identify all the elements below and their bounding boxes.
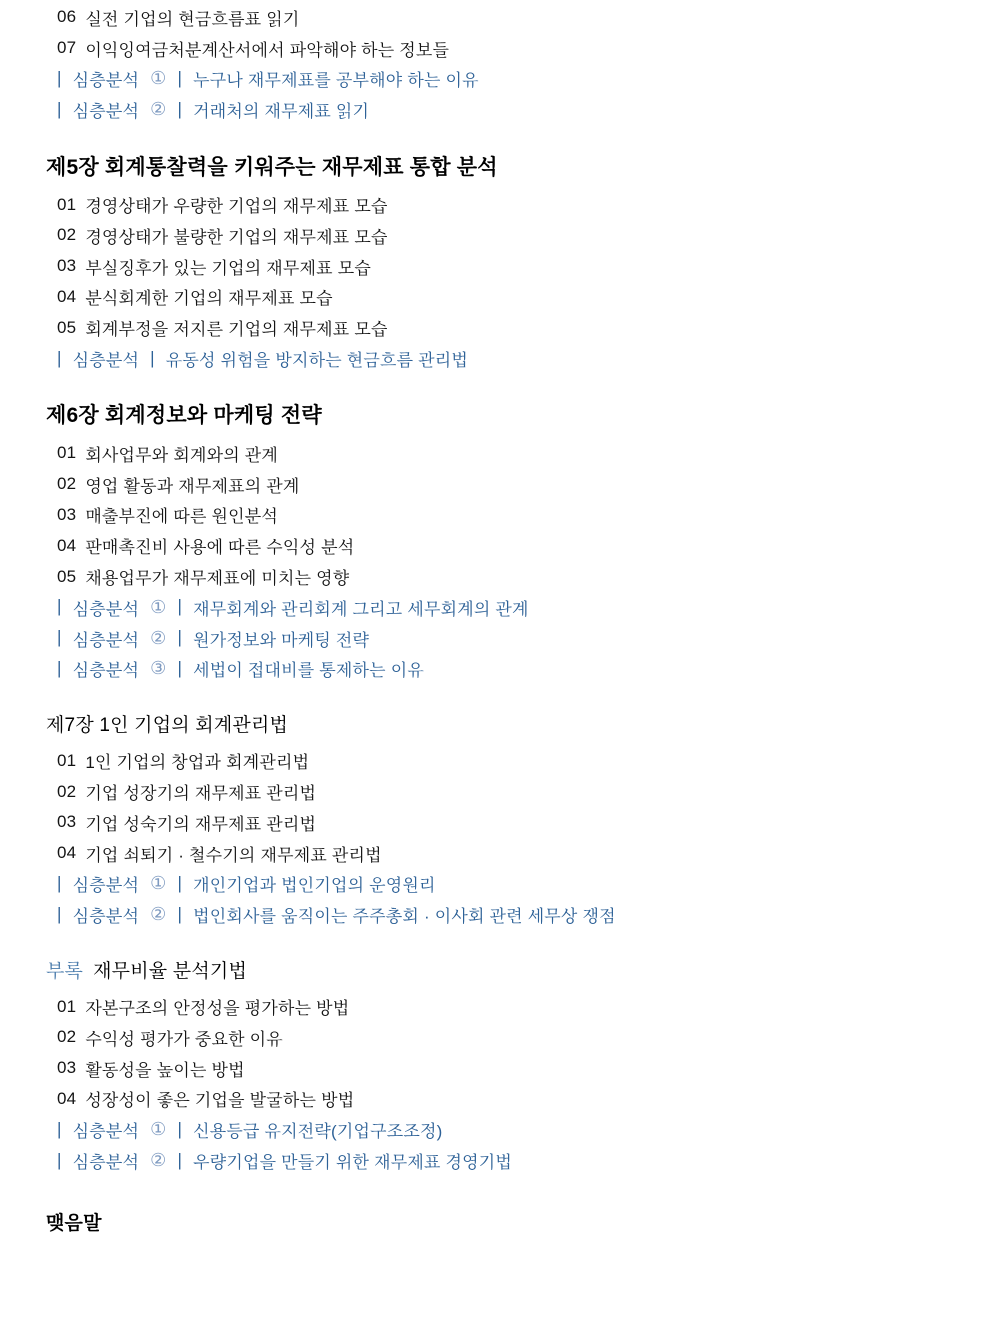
divider-bar: | — [177, 627, 183, 648]
item-number: 04 — [57, 1088, 77, 1108]
item-number: 03 — [57, 1058, 77, 1078]
item-title: 자본구조의 안정성을 평가하는 방법 — [85, 999, 350, 1019]
item-number: 02 — [57, 781, 77, 801]
toc-deep-dive-item — [57, 1114, 972, 1145]
divider-bar: | — [177, 1119, 183, 1140]
divider-bar: | — [177, 99, 183, 120]
item-number: 04 — [57, 535, 77, 555]
toc-item — [57, 1022, 972, 1053]
divider-bar: | — [57, 68, 62, 89]
item-title: 회계부정을 저지른 기업의 재무제표 모습 — [85, 320, 388, 340]
item-title: 판매촉진비 사용에 따른 수익성 분석 — [85, 538, 355, 558]
divider-bar: | — [57, 627, 62, 648]
item-number: 01 — [57, 750, 77, 770]
deep-dive-title: 원가정보와 마케팅 전략 — [193, 630, 370, 650]
deep-dive-label: 심층분석 — [72, 661, 140, 681]
appendix-title: 재무비율 분석기법 — [93, 961, 248, 983]
deep-dive-title: 유동성 위험을 방지하는 현금흐름 관리법 — [165, 351, 469, 371]
circled-number: ① — [150, 596, 167, 617]
item-title: 매출부진에 따른 원인분석 — [85, 507, 279, 527]
toc-section-chapter4-continued — [46, 2, 972, 125]
toc-item — [57, 33, 972, 64]
item-number: 04 — [57, 843, 77, 863]
circled-number: ③ — [150, 658, 167, 679]
divider-bar: | — [177, 1150, 183, 1170]
toc-deep-dive-item — [57, 899, 972, 930]
toc-item — [57, 776, 972, 807]
chapter-heading: 제5장 회계통찰력을 키워주는 재무제표 통합 분석 — [46, 155, 498, 179]
toc-section-chapter5 — [46, 147, 972, 374]
item-number: 01 — [57, 443, 77, 463]
item-number: 01 — [57, 194, 77, 214]
item-title: 분식회계한 기업의 재무제표 모습 — [85, 289, 333, 309]
item-title: 기업 성장기의 재무제표 관리법 — [85, 784, 317, 804]
divider-bar: | — [177, 904, 183, 925]
circled-number: ① — [150, 68, 167, 89]
divider-bar: | — [177, 68, 183, 89]
deep-dive-label: 심층분석 — [72, 351, 140, 371]
deep-dive-title: 우량기업을 만들기 위한 재무제표 경영기법 — [193, 1153, 512, 1172]
toc-section-chapter7 — [46, 706, 972, 930]
item-title: 기업 성숙기의 재무제표 관리법 — [85, 814, 317, 834]
toc-item — [57, 500, 972, 531]
toc-item — [57, 838, 972, 869]
toc-item — [57, 469, 972, 500]
item-title: 1인 기업의 창업과 회계관리법 — [85, 753, 310, 773]
divider-bar: | — [177, 596, 183, 617]
item-number: 03 — [57, 504, 77, 524]
deep-dive-title: 세법이 접대비를 통제하는 이유 — [193, 661, 424, 681]
item-title: 영업 활동과 재무제표의 관계 — [85, 476, 300, 496]
divider-bar: | — [57, 904, 62, 925]
chapter-heading: 제6장 회계정보와 마케팅 전략 — [46, 404, 322, 428]
toc-item — [57, 282, 972, 313]
divider-bar: | — [57, 1150, 62, 1170]
toc-item — [57, 991, 972, 1022]
item-number: 04 — [57, 286, 77, 306]
item-number: 02 — [57, 1027, 77, 1047]
item-title: 수익성 평가가 중요한 이유 — [85, 1029, 283, 1049]
item-title: 실전 기업의 현금흐름표 읽기 — [85, 9, 300, 29]
item-title: 경영상태가 우량한 기업의 재무제표 모습 — [85, 197, 388, 217]
toc-deep-dive-item — [57, 654, 972, 685]
divider-bar: | — [57, 873, 62, 894]
toc-item — [57, 807, 972, 838]
item-number: 03 — [57, 812, 77, 832]
divider-bar: | — [57, 99, 62, 120]
item-number: 03 — [57, 256, 77, 276]
deep-dive-label: 심층분석 — [72, 71, 140, 91]
deep-dive-label: 심층분석 — [72, 630, 140, 650]
deep-dive-label: 심층분석 — [72, 102, 140, 122]
deep-dive-title: 누구나 재무제표를 공부해야 하는 이유 — [193, 71, 479, 91]
deep-dive-label: 심층분석 — [72, 1122, 140, 1142]
toc-section-chapter6 — [46, 396, 972, 684]
divider-bar: | — [177, 873, 183, 894]
toc-deep-dive-item — [57, 343, 972, 374]
toc-deep-dive-item — [57, 592, 972, 623]
item-title: 채용업무가 재무제표에 미치는 영향 — [85, 569, 350, 589]
closing-heading: 맺음말 — [46, 1212, 102, 1234]
circled-number: ② — [150, 99, 167, 120]
deep-dive-label: 심층분석 — [72, 876, 140, 896]
item-title: 부실징후가 있는 기업의 재무제표 모습 — [85, 258, 371, 278]
toc-item — [57, 251, 972, 282]
toc-deep-dive-item — [57, 64, 972, 95]
circled-number: ① — [150, 873, 167, 894]
deep-dive-title: 재무회계와 관리회계 그리고 세무회계의 관계 — [193, 599, 529, 619]
item-title: 기업 쇠퇴기 · 철수기의 재무제표 관리법 — [85, 845, 382, 865]
divider-bar: | — [57, 348, 62, 369]
deep-dive-label: 심층분석 — [72, 907, 140, 927]
deep-dive-title: 신용등급 유지전략(기업구조조정) — [193, 1122, 443, 1142]
toc-item — [57, 561, 972, 592]
toc-item — [57, 189, 972, 220]
item-number: 02 — [57, 225, 77, 245]
deep-dive-label: 심층분석 — [72, 599, 140, 619]
chapter-heading: 제7장 1인 기업의 회계관리법 — [46, 715, 289, 737]
deep-dive-label: 심층분석 — [72, 1153, 140, 1172]
item-title: 경영상태가 불량한 기업의 재무제표 모습 — [85, 227, 388, 247]
toc-deep-dive-item — [57, 1145, 972, 1176]
item-number: 05 — [57, 566, 77, 586]
item-title: 회사업무와 회계와의 관계 — [85, 445, 279, 465]
toc-item — [57, 1084, 972, 1115]
toc-item — [57, 530, 972, 561]
circled-number: ② — [150, 904, 167, 925]
item-number: 02 — [57, 474, 77, 494]
toc-section-appendix — [46, 952, 972, 1176]
deep-dive-title: 법인회사를 움직이는 주주총회 · 이사회 관련 세무상 쟁점 — [193, 907, 616, 927]
toc-item — [57, 1053, 972, 1084]
divider-bar: | — [57, 1119, 62, 1140]
deep-dive-title: 개인기업과 법인기업의 운영원리 — [193, 876, 436, 896]
divider-bar: | — [150, 348, 155, 369]
item-number: 01 — [57, 996, 77, 1016]
toc-deep-dive-item — [57, 869, 972, 900]
item-title: 성장성이 좋은 기업을 발굴하는 방법 — [85, 1091, 355, 1111]
appendix-label: 부록 — [46, 961, 84, 983]
divider-bar: | — [57, 596, 62, 617]
divider-bar: | — [177, 658, 183, 679]
item-number: 07 — [57, 38, 77, 58]
toc-item — [57, 438, 972, 469]
toc-item — [57, 745, 972, 776]
toc-deep-dive-item — [57, 623, 972, 654]
toc-section-closing — [46, 1204, 972, 1239]
toc-item — [57, 2, 972, 33]
divider-bar: | — [57, 658, 62, 679]
item-number: 05 — [57, 317, 77, 337]
item-number: 06 — [57, 7, 77, 27]
circled-number: ① — [150, 1119, 167, 1140]
item-title: 이익잉여금처분계산서에서 파악해야 하는 정보들 — [85, 40, 450, 60]
toc-item — [57, 220, 972, 251]
circled-number: ② — [150, 1150, 167, 1170]
item-title: 활동성을 높이는 방법 — [85, 1060, 245, 1080]
toc-deep-dive-item — [57, 94, 972, 125]
circled-number: ② — [150, 627, 167, 648]
deep-dive-title: 거래처의 재무제표 읽기 — [193, 102, 370, 122]
appendix-heading — [46, 952, 972, 987]
toc-item — [57, 312, 972, 343]
